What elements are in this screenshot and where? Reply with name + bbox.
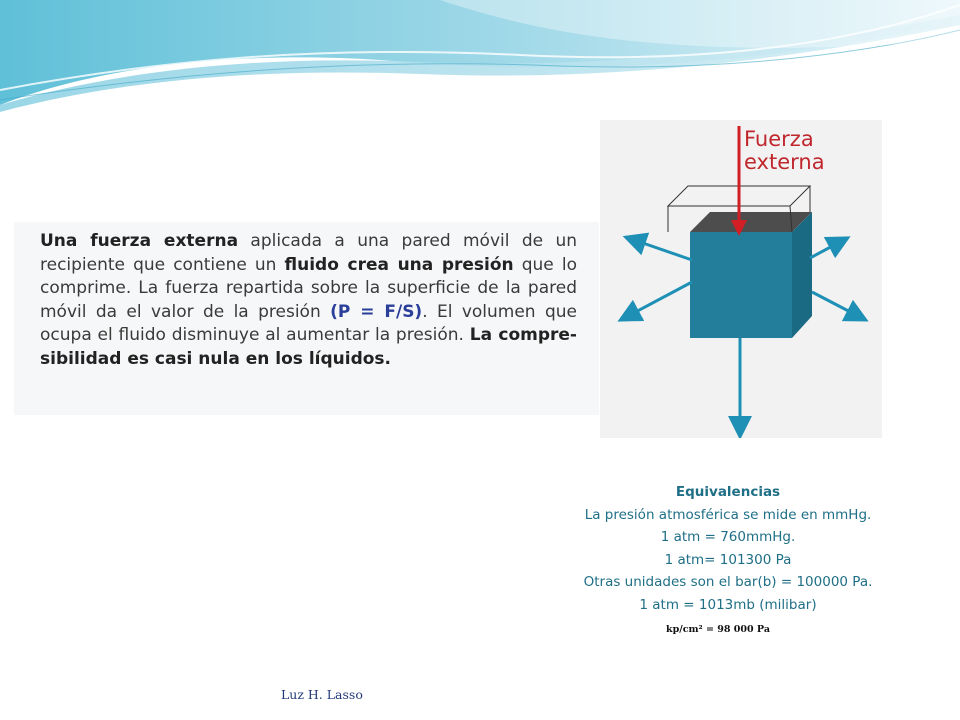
pressure-cube-diagram [600, 120, 882, 438]
equivalence-line: 1 atm= 101300 Pa [664, 551, 792, 568]
equivalence-line: 1 atm = 760mmHg. [660, 529, 796, 545]
para-text-4: que lo comprime. La fuerza repartida sobre la superficie de la pared móvil da el valor de la presión [40, 254, 577, 322]
label-line-1: Fuerza [744, 127, 814, 151]
equivalences-block [548, 481, 908, 616]
para-bold-7: La compre-sibilidad es casi nula en los líquidos. [40, 325, 577, 369]
para-bold-3: fluido crea una presión [284, 254, 514, 275]
label-line-2: externa [744, 150, 825, 174]
para-text-6: . El volumen que ocupa el fluido disminuye al aumentar la presión. [40, 301, 577, 345]
author-credit: Luz H. Lasso [281, 687, 363, 702]
equivalence-line: Otras unidades son el bar(b) = 100000 Pa. [583, 574, 873, 590]
pressure-formula: (P = F/S) [330, 301, 423, 322]
explanation-paragraph [40, 230, 577, 371]
header-waves [0, 0, 960, 120]
equivalence-line: 1 atm = 1013mb (milibar) [639, 596, 817, 613]
equivalences-title: Equivalencias [675, 484, 781, 500]
para-bold-1: Una fuerza externa [40, 231, 239, 251]
para-text-2: aplicada a una pared móvil de un recipiente que contiene un [40, 231, 577, 275]
equivalence-line: La presión atmosférica se mide en mmHg. [584, 506, 872, 523]
external-force-label [744, 128, 825, 174]
kp-conversion-formula: kp/cm² = 98 000 Pa [664, 622, 772, 638]
